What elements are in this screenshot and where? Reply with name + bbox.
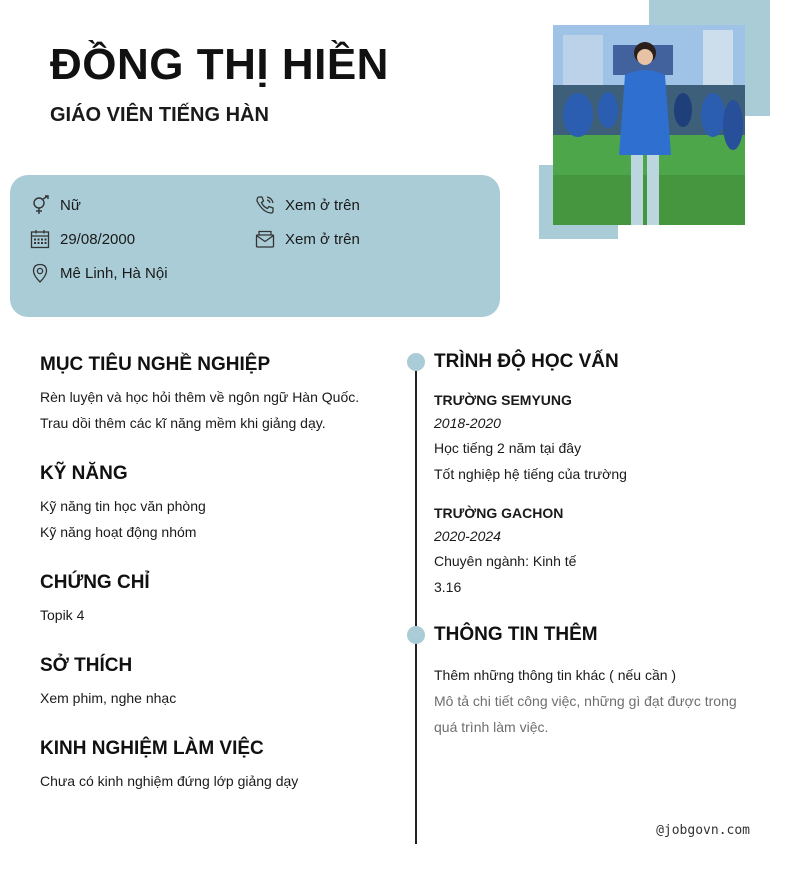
gender-value: Nữ <box>60 196 81 214</box>
birthday-info <box>30 229 135 249</box>
watermark: @jobgovn.com <box>656 823 750 838</box>
timeline-dot-extra <box>407 626 425 644</box>
address-info <box>30 263 168 283</box>
school-name: TRƯỜNG SEMYUNG <box>434 392 572 408</box>
gender-info <box>30 195 81 215</box>
school-detail: Tốt nghiệp hệ tiếng của trường <box>434 466 627 482</box>
address-value: Mê Linh, Hà Nội <box>60 264 168 282</box>
objective-line: Trau dồi thêm các kĩ năng mềm khi giảng dạy. <box>40 415 326 431</box>
skills-title: KỸ NĂNG <box>40 463 128 484</box>
extra-info-line: quá trình làm việc. <box>434 719 549 735</box>
objective-title: MỤC TIÊU NGHỀ NGHIỆP <box>40 354 271 375</box>
email-value: Xem ở trên <box>285 230 360 248</box>
experience-item: Chưa có kinh nghiệm đứng lớp giảng dạy <box>40 773 299 789</box>
phone-info <box>255 195 360 215</box>
certificates-title: CHỨNG CHỈ <box>40 572 150 593</box>
birthday-value: 29/08/2000 <box>60 230 136 248</box>
email-info <box>255 229 360 249</box>
skill-item: Kỹ năng hoạt động nhóm <box>40 524 197 540</box>
gender-icon <box>30 195 50 215</box>
phone-value: Xem ở trên <box>285 196 360 214</box>
experience-title: KINH NGHIỆM LÀM VIỆC <box>40 738 264 759</box>
job-title: GIÁO VIÊN TIẾNG HÀN <box>50 104 269 126</box>
objective-line: Rèn luyện và học hỏi thêm về ngôn ngữ Hàn Quốc. <box>40 389 360 405</box>
email-icon <box>255 229 275 249</box>
calendar-icon <box>30 229 50 249</box>
education-title: TRÌNH ĐỘ HỌC VẤN <box>434 351 619 372</box>
hobbies-title: SỞ THÍCH <box>40 655 133 676</box>
school-detail: Chuyên ngành: Kinh tế <box>434 553 577 569</box>
school-detail: Học tiếng 2 năm tại đây <box>434 440 582 456</box>
candidate-name: ĐỒNG THỊ HIỀN <box>50 40 389 89</box>
certificate-item: Topik 4 <box>40 607 85 623</box>
contact-info-panel <box>10 175 500 317</box>
school-period: 2018-2020 <box>434 415 501 431</box>
hobby-item: Xem phim, nghe nhạc <box>40 690 177 706</box>
school-detail: 3.16 <box>434 579 462 595</box>
phone-icon <box>255 195 275 215</box>
extra-info-line: Mô tả chi tiết công việc, những gì đạt được trong <box>434 693 737 709</box>
location-pin-icon <box>30 263 50 283</box>
extra-info-line: Thêm những thông tin khác ( nếu cần ) <box>434 667 677 683</box>
timeline-line <box>415 362 417 844</box>
profile-photo <box>553 25 745 225</box>
school-name: TRƯỜNG GACHON <box>434 505 564 521</box>
skill-item: Kỹ năng tin học văn phòng <box>40 498 206 514</box>
extra-info-title: THÔNG TIN THÊM <box>434 624 598 645</box>
timeline-dot-education <box>407 353 425 371</box>
school-period: 2020-2024 <box>434 528 501 544</box>
